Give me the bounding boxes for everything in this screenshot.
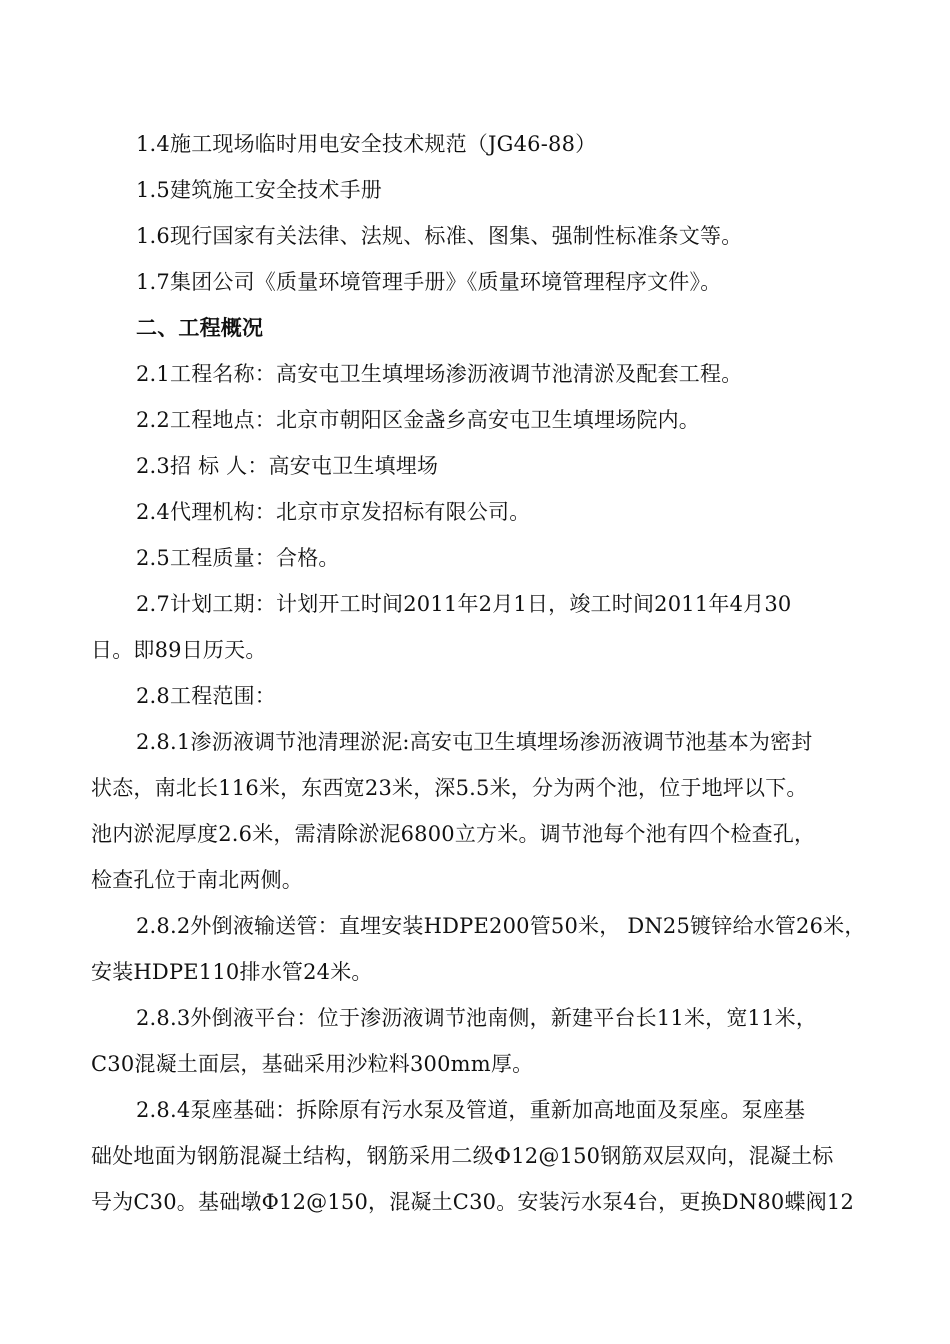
text-line-2-4: 2.4代理机构：北京市京发招标有限公司。 xyxy=(136,500,531,524)
text-line-1-4: 1.4施工现场临时用电安全技术规范（JG46-88） xyxy=(136,132,597,156)
text-line-2-8-3: 2.8.3外倒液平台：位于渗沥液调节池南侧，新建平台长11米，宽11米， xyxy=(136,1006,818,1030)
text-line-2-7-cont: 日。即89日历天。 xyxy=(91,638,267,662)
text-line-2-8-1-cont-2: 池内淤泥厚度2.6米，需清除淤泥6800立方米。调节池每个池有四个检查孔， xyxy=(91,822,816,846)
text-line-2-8-1-cont-1: 状态，南北长116米，东西宽23米，深5.5米，分为两个池，位于地坪以下。 xyxy=(91,776,808,800)
text-line-2-8-2-cont: 安装HDPE110排水管24米。 xyxy=(91,960,373,984)
text-line-2-8-3-cont: C30混凝土面层，基础采用沙粒料300mm厚。 xyxy=(91,1052,534,1076)
text-line-2-1: 2.1工程名称：高安屯卫生填埋场渗沥液调节池清淤及配套工程。 xyxy=(136,362,743,386)
text-line-2-8-1: 2.8.1渗沥液调节池清理淤泥:高安屯卫生填埋场渗沥液调节池基本为密封 xyxy=(136,730,813,754)
text-line-2-8-2: 2.8.2外倒液输送管：直埋安装HDPE200管50米， DN25镀锌给水管26米， xyxy=(136,914,866,938)
text-line-2-8-4-cont-1: 础处地面为钢筋混凝土结构，钢筋采用二级Φ12@150钢筋双层双向，混凝土标 xyxy=(91,1144,834,1168)
text-line-2-8-1-cont-3: 检查孔位于南北两侧。 xyxy=(91,868,303,892)
text-line-2-8-4: 2.8.4泵座基础：拆除原有污水泵及管道，重新加高地面及泵座。泵座基 xyxy=(136,1098,806,1122)
text-line-2-7: 2.7计划工期：计划开工时间2011年2月1日，竣工时间2011年4月30 xyxy=(136,592,792,616)
text-line-2-5: 2.5工程质量：合格。 xyxy=(136,546,340,570)
text-line-2-8: 2.8工程范围： xyxy=(136,684,276,708)
text-line-2-8-4-cont-2: 号为C30。基础墩Φ12@150，混凝土C30。安装污水泵4台，更换DN80蝶阀12 xyxy=(91,1190,855,1214)
text-line-2-3: 2.3招 标 人：高安屯卫生填埋场 xyxy=(136,454,439,478)
text-line-1-7: 1.7集团公司《质量环境管理手册》《质量环境管理程序文件》。 xyxy=(136,270,722,294)
text-line-2-2: 2.2工程地点：北京市朝阳区金盏乡高安屯卫生填埋场院内。 xyxy=(136,408,700,432)
text-line-1-6: 1.6现行国家有关法律、法规、标准、图集、强制性标准条文等。 xyxy=(136,224,743,248)
section-heading: 二、工程概况 xyxy=(136,316,264,340)
text-line-1-5: 1.5建筑施工安全技术手册 xyxy=(136,178,382,202)
